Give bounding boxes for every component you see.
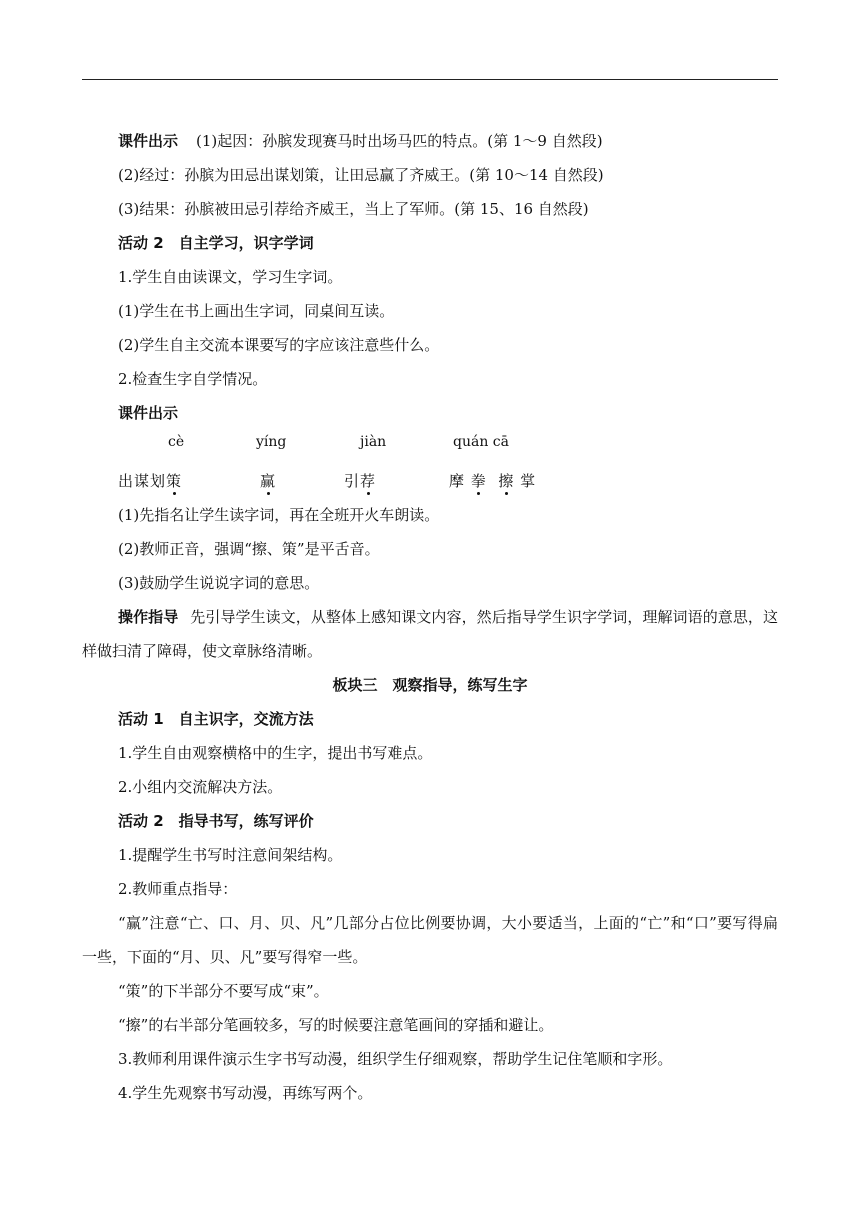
courseware-text-1: (1)起因：孙膑发现赛马时出场马匹的特点。(第 1～9 自然段) xyxy=(196,132,603,150)
operation-guide-label: 操作指导 xyxy=(118,608,179,626)
pinyin-ce: cè xyxy=(168,434,185,450)
list-item: 2.小组内交流解决方法。 xyxy=(118,778,283,796)
activity-2-heading: 活动 2 自主学习，识字学词 xyxy=(118,234,314,252)
operation-guide xyxy=(82,600,778,668)
word-moquancazhang xyxy=(449,470,536,491)
header-rule xyxy=(82,79,778,80)
word-text: 摩 xyxy=(449,472,471,490)
dotted-char: 拳 xyxy=(470,472,487,490)
paragraph-ca: “擦”的右半部分笔画较多，写的时候要注意笔画间的穿插和避让。 xyxy=(118,1016,554,1034)
word-yinjian xyxy=(344,470,376,491)
word-text: 掌 xyxy=(514,472,537,490)
word-text: 出谋划 xyxy=(118,472,167,490)
dotted-char: 荐 xyxy=(360,472,377,490)
word-chumouhuace xyxy=(118,470,182,491)
document-body xyxy=(82,124,778,1110)
list-item: (2)教师正音，强调“擦、策”是平舌音。 xyxy=(118,540,380,558)
list-item: (1)先指名让学生读字词，再在全班开火车朗读。 xyxy=(118,506,440,524)
courseware-line-3: (3)结果：孙膑被田忌引荐给齐威王，当上了军师。(第 15、16 自然段) xyxy=(118,200,589,218)
activity-1-heading: 活动 1 自主识字，交流方法 xyxy=(118,710,314,728)
list-item: 1.提醒学生书写时注意间架结构。 xyxy=(118,846,343,864)
dotted-char: 策 xyxy=(166,472,183,490)
operation-guide-text: 先引导学生读文，从整体上感知课文内容，然后指导学生识字学词，理解词语的意思，这样做扫清了障碍，使文章脉络清晰。 xyxy=(82,608,778,660)
courseware-line-1 xyxy=(82,124,778,158)
word-text: 引 xyxy=(344,472,361,490)
paragraph-ying: “赢”注意“亡、口、月、贝、凡”几部分占位比例要协调，大小要适当，上面的“亡”和“口”要写得扁一些，下面的“月、贝、凡”要写得窄一些。 xyxy=(82,914,778,966)
courseware-label: 课件出示 xyxy=(118,132,179,150)
list-item: 2.教师重点指导： xyxy=(118,880,238,898)
word-ying xyxy=(260,470,276,491)
list-item: (2)学生自主交流本课要写的字应该注意些什么。 xyxy=(118,336,440,354)
list-item: 4.学生先观察书写动漫，再练写两个。 xyxy=(118,1084,373,1102)
pinyin-row xyxy=(82,430,778,464)
list-item: 2.检查生字自学情况。 xyxy=(118,370,268,388)
courseware-line-2: (2)经过：孙膑为田忌出谋划策，让田忌赢了齐威王。(第 10～14 自然段) xyxy=(118,166,604,184)
list-item: (1)学生在书上画出生字词，同桌间互读。 xyxy=(118,302,395,320)
dotted-char: 赢 xyxy=(260,472,277,490)
vocab-row xyxy=(82,464,778,498)
dotted-char: 擦 xyxy=(498,472,515,490)
pinyin-quan-ca: quán cā xyxy=(453,434,509,450)
list-item: 3.教师利用课件演示生字书写动漫，组织学生仔细观察，帮助学生记住笔顺和字形。 xyxy=(118,1050,673,1068)
pinyin-jian: jiàn xyxy=(360,434,387,450)
list-item: (3)鼓励学生说说字词的意思。 xyxy=(118,574,320,592)
paragraph-ce: “策”的下半部分不要写成“束”。 xyxy=(118,982,329,1000)
word-text xyxy=(487,472,499,490)
list-item: 1.学生自由读课文，学习生字词。 xyxy=(118,268,343,286)
list-item: 1.学生自由观察横格中的生字，提出书写难点。 xyxy=(118,744,433,762)
pinyin-ying: yíng xyxy=(256,434,287,450)
section-3-heading: 板块三 观察指导，练写生字 xyxy=(332,676,528,694)
activity-2b-heading: 活动 2 指导书写，练写评价 xyxy=(118,812,314,830)
courseware-label-2: 课件出示 xyxy=(118,404,179,422)
